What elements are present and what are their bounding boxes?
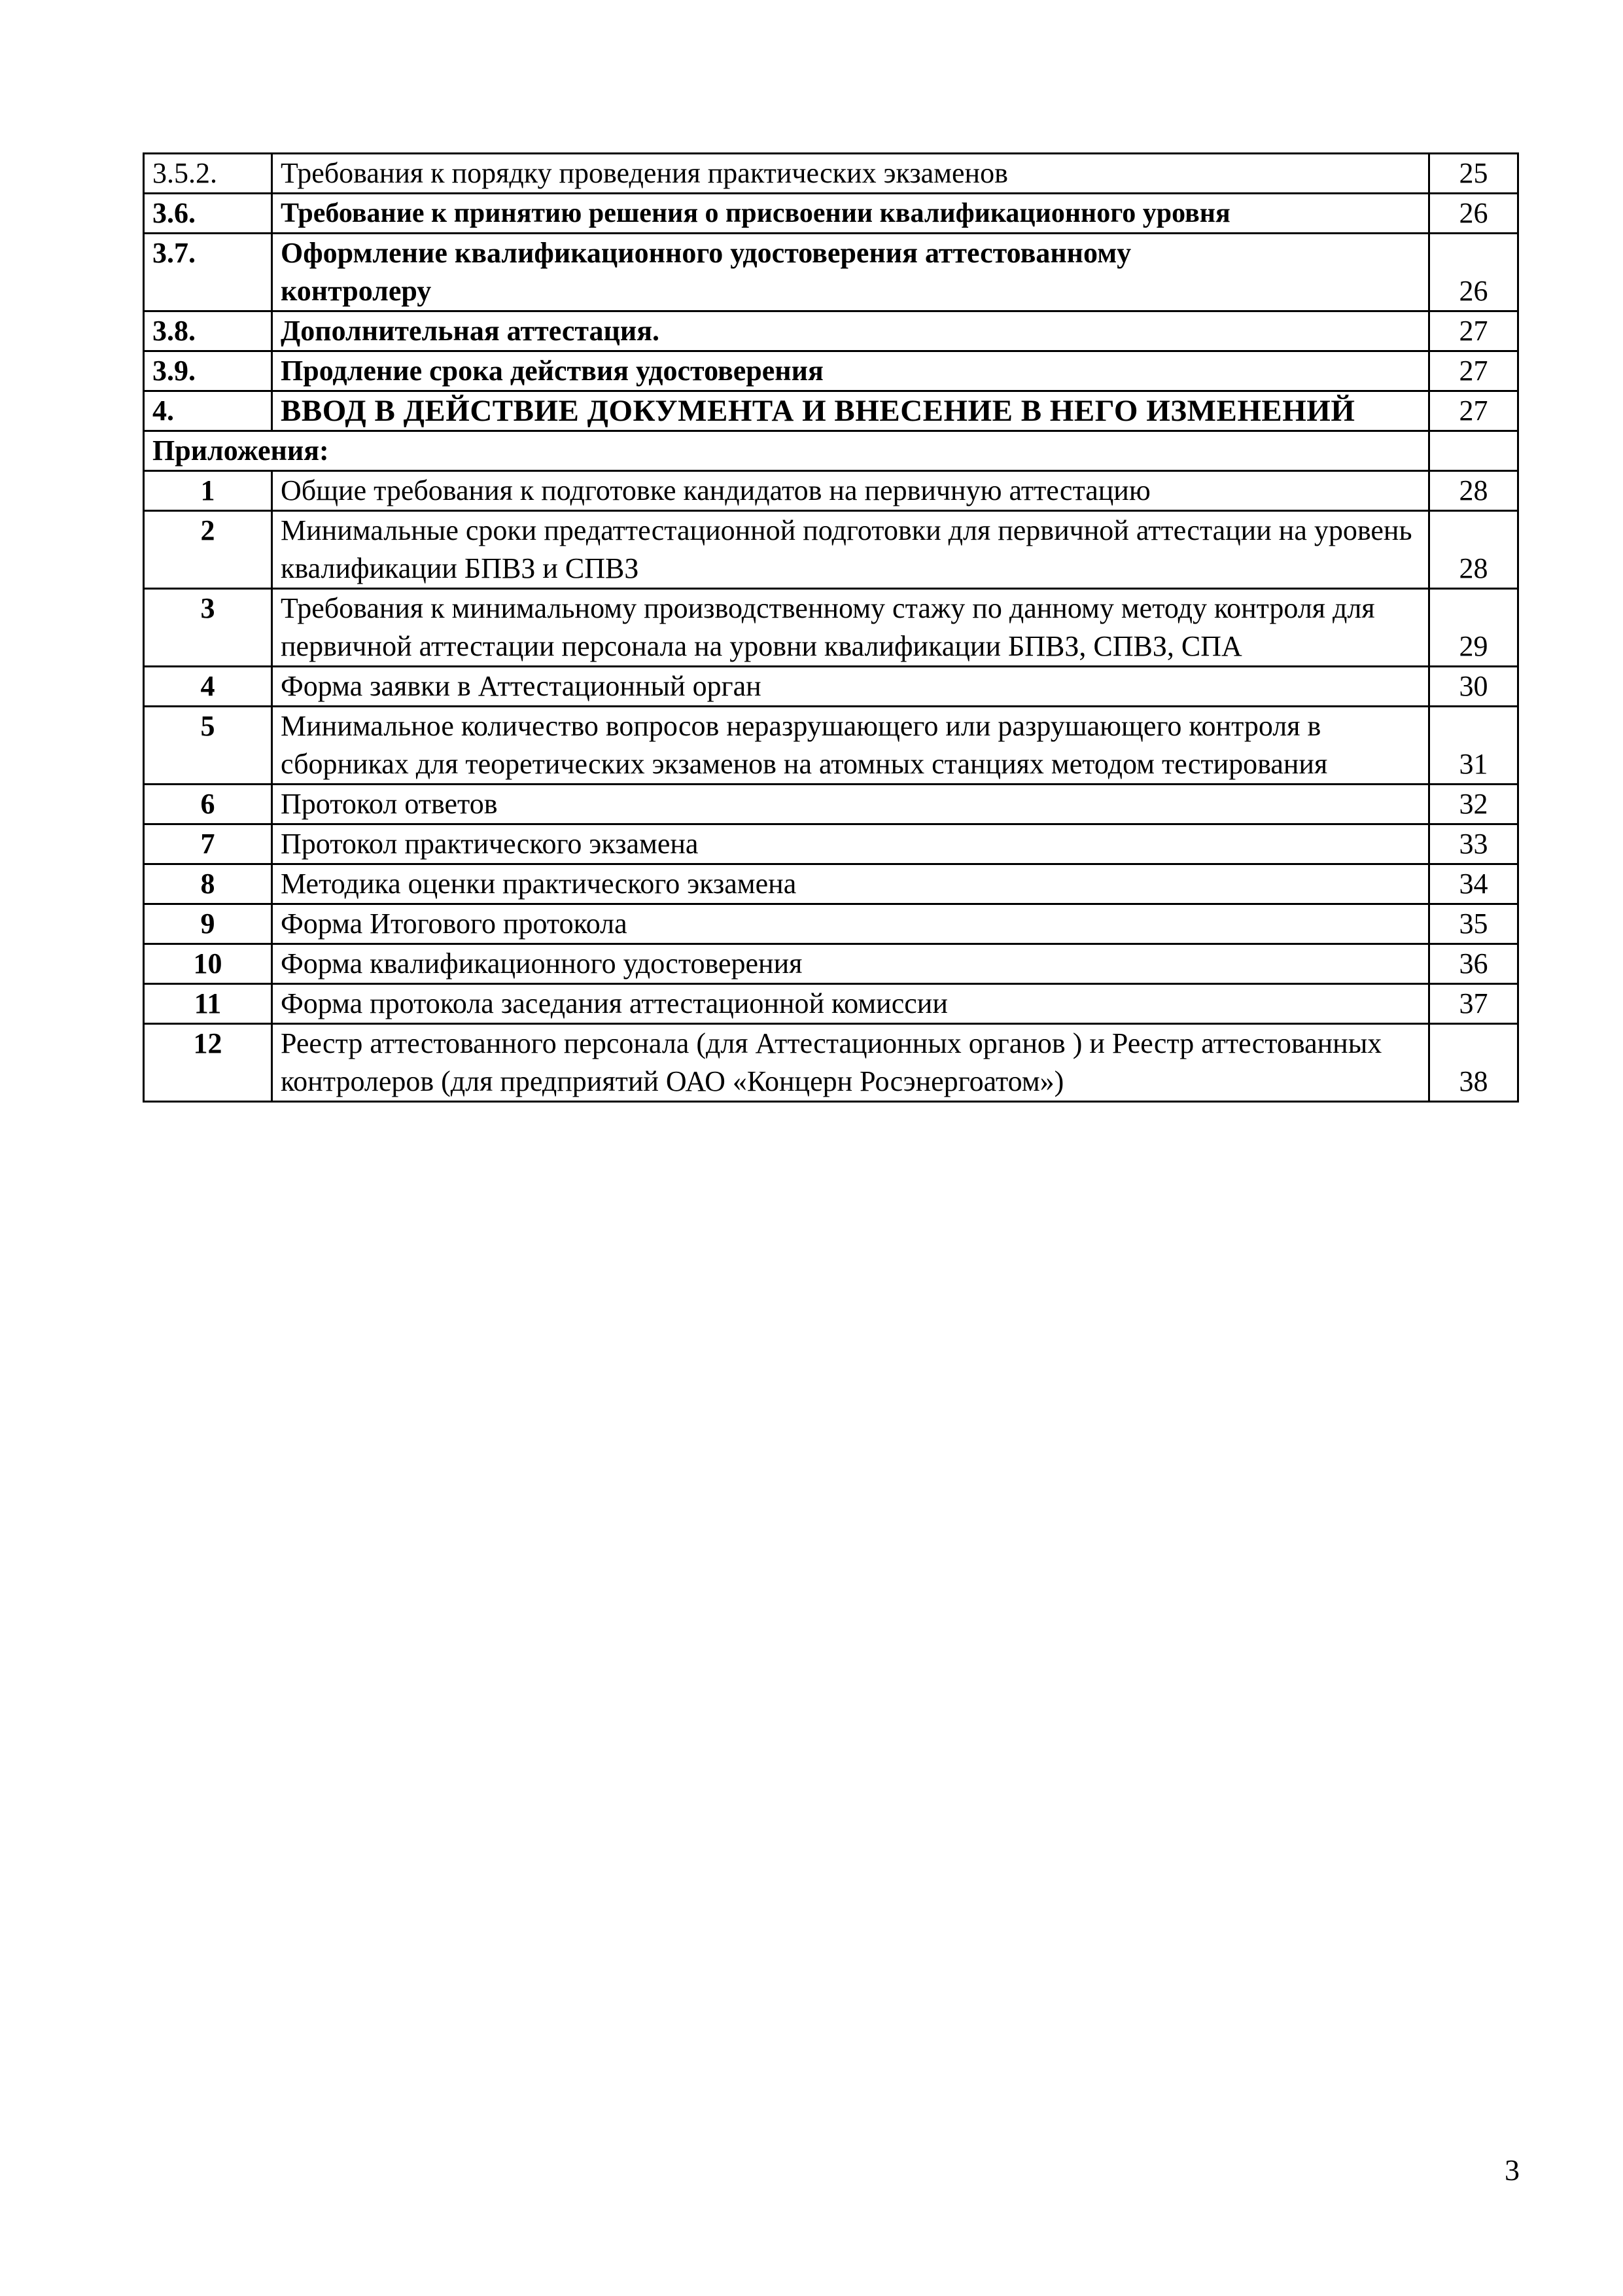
appendix-row: [144, 864, 1518, 904]
appendix-row: [144, 589, 1518, 667]
appendix-title: Минимальные сроки предаттестационной подготовки для первичной аттестации на уровень квалификации БПВЗ и СПВЗ: [272, 511, 1429, 589]
toc-row: [144, 391, 1518, 431]
appendix-row: [144, 944, 1518, 984]
page-ref: 27: [1429, 391, 1518, 431]
appendix-title: Форма квалификационного удостоверения: [272, 944, 1429, 984]
section-number: 3.7.: [144, 234, 272, 311]
appendix-row: [144, 824, 1518, 864]
page-ref: 35: [1429, 904, 1518, 944]
section-title: Дополнительная аттестация.: [272, 311, 1429, 351]
section-title: Требования к порядку проведения практических экзаменов: [272, 154, 1429, 194]
appendix-row: [144, 984, 1518, 1024]
page-ref: 26: [1429, 234, 1518, 311]
appendix-number: 9: [144, 904, 272, 944]
toc-row: [144, 351, 1518, 391]
page-ref: 25: [1429, 154, 1518, 194]
page-ref: 36: [1429, 944, 1518, 984]
page-ref: 27: [1429, 351, 1518, 391]
appendix-title: Протокол практического экзамена: [272, 824, 1429, 864]
page-ref: 32: [1429, 785, 1518, 824]
page-ref-empty: [1429, 431, 1518, 471]
appendix-number: 3: [144, 589, 272, 667]
appendix-title: Форма протокола заседания аттестационной комиссии: [272, 984, 1429, 1024]
appendix-title: Методика оценки практического экзамена: [272, 864, 1429, 904]
appendix-number: 11: [144, 984, 272, 1024]
page-number: 3: [1505, 2153, 1520, 2187]
appendix-title: Минимальное количество вопросов неразрушающего или разрушающего контроля в сборниках для теоретических экзаменов на атомных станциях методом тестирования: [272, 707, 1429, 785]
section-number: 3.9.: [144, 351, 272, 391]
appendix-row: [144, 511, 1518, 589]
appendix-number: 8: [144, 864, 272, 904]
section-title: Оформление квалификационного удостоверения аттестованному контролеру: [272, 234, 1429, 311]
appendix-heading-row: [144, 431, 1518, 471]
page-ref: 26: [1429, 194, 1518, 234]
toc-row: [144, 194, 1518, 234]
appendix-row: [144, 707, 1518, 785]
appendix-number: 1: [144, 471, 272, 511]
page-ref: 37: [1429, 984, 1518, 1024]
page-ref: 38: [1429, 1024, 1518, 1102]
section-number: 4.: [144, 391, 272, 431]
page-ref: 34: [1429, 864, 1518, 904]
appendix-title: Форма Итогового протокола: [272, 904, 1429, 944]
appendix-row: [144, 785, 1518, 824]
appendix-row: [144, 904, 1518, 944]
appendix-number: 2: [144, 511, 272, 589]
appendix-title: Форма заявки в Аттестационный орган: [272, 667, 1429, 707]
appendix-row: [144, 471, 1518, 511]
appendix-title: Требования к минимальному производственному стажу по данному методу контроля для первичной аттестации персонала на уровни квалификации БПВЗ, СПВЗ, СПА: [272, 589, 1429, 667]
section-number: 3.8.: [144, 311, 272, 351]
section-title: ВВОД В ДЕЙСТВИЕ ДОКУМЕНТА И ВНЕСЕНИЕ В НЕГО ИЗМЕНЕНИЙ: [272, 391, 1429, 431]
appendix-number: 7: [144, 824, 272, 864]
appendix-title: Протокол ответов: [272, 785, 1429, 824]
table-of-contents: [143, 152, 1519, 1103]
appendix-row: [144, 1024, 1518, 1102]
page-ref: 27: [1429, 311, 1518, 351]
page-ref: 33: [1429, 824, 1518, 864]
appendix-title: Реестр аттестованного персонала (для Аттестационных органов ) и Реестр аттестованных контролеров (для предприятий ОАО «Концерн Росэнергоатом»): [272, 1024, 1429, 1102]
section-number: 3.6.: [144, 194, 272, 234]
page-ref: 28: [1429, 511, 1518, 589]
page-ref: 30: [1429, 667, 1518, 707]
section-title: Требование к принятию решения о присвоении квалификационного уровня: [272, 194, 1429, 234]
section-number: 3.5.2.: [144, 154, 272, 194]
page-ref: 28: [1429, 471, 1518, 511]
page-ref: 29: [1429, 589, 1518, 667]
toc-row: [144, 234, 1518, 311]
appendix-row: [144, 667, 1518, 707]
appendix-number: 6: [144, 785, 272, 824]
appendix-number: 12: [144, 1024, 272, 1102]
appendix-number: 10: [144, 944, 272, 984]
page-ref: 31: [1429, 707, 1518, 785]
appendix-heading: Приложения:: [144, 431, 1429, 471]
toc-row: [144, 154, 1518, 194]
appendix-number: 4: [144, 667, 272, 707]
section-title: Продление срока действия удостоверения: [272, 351, 1429, 391]
appendix-number: 5: [144, 707, 272, 785]
toc-row: [144, 311, 1518, 351]
appendix-title: Общие требования к подготовке кандидатов на первичную аттестацию: [272, 471, 1429, 511]
